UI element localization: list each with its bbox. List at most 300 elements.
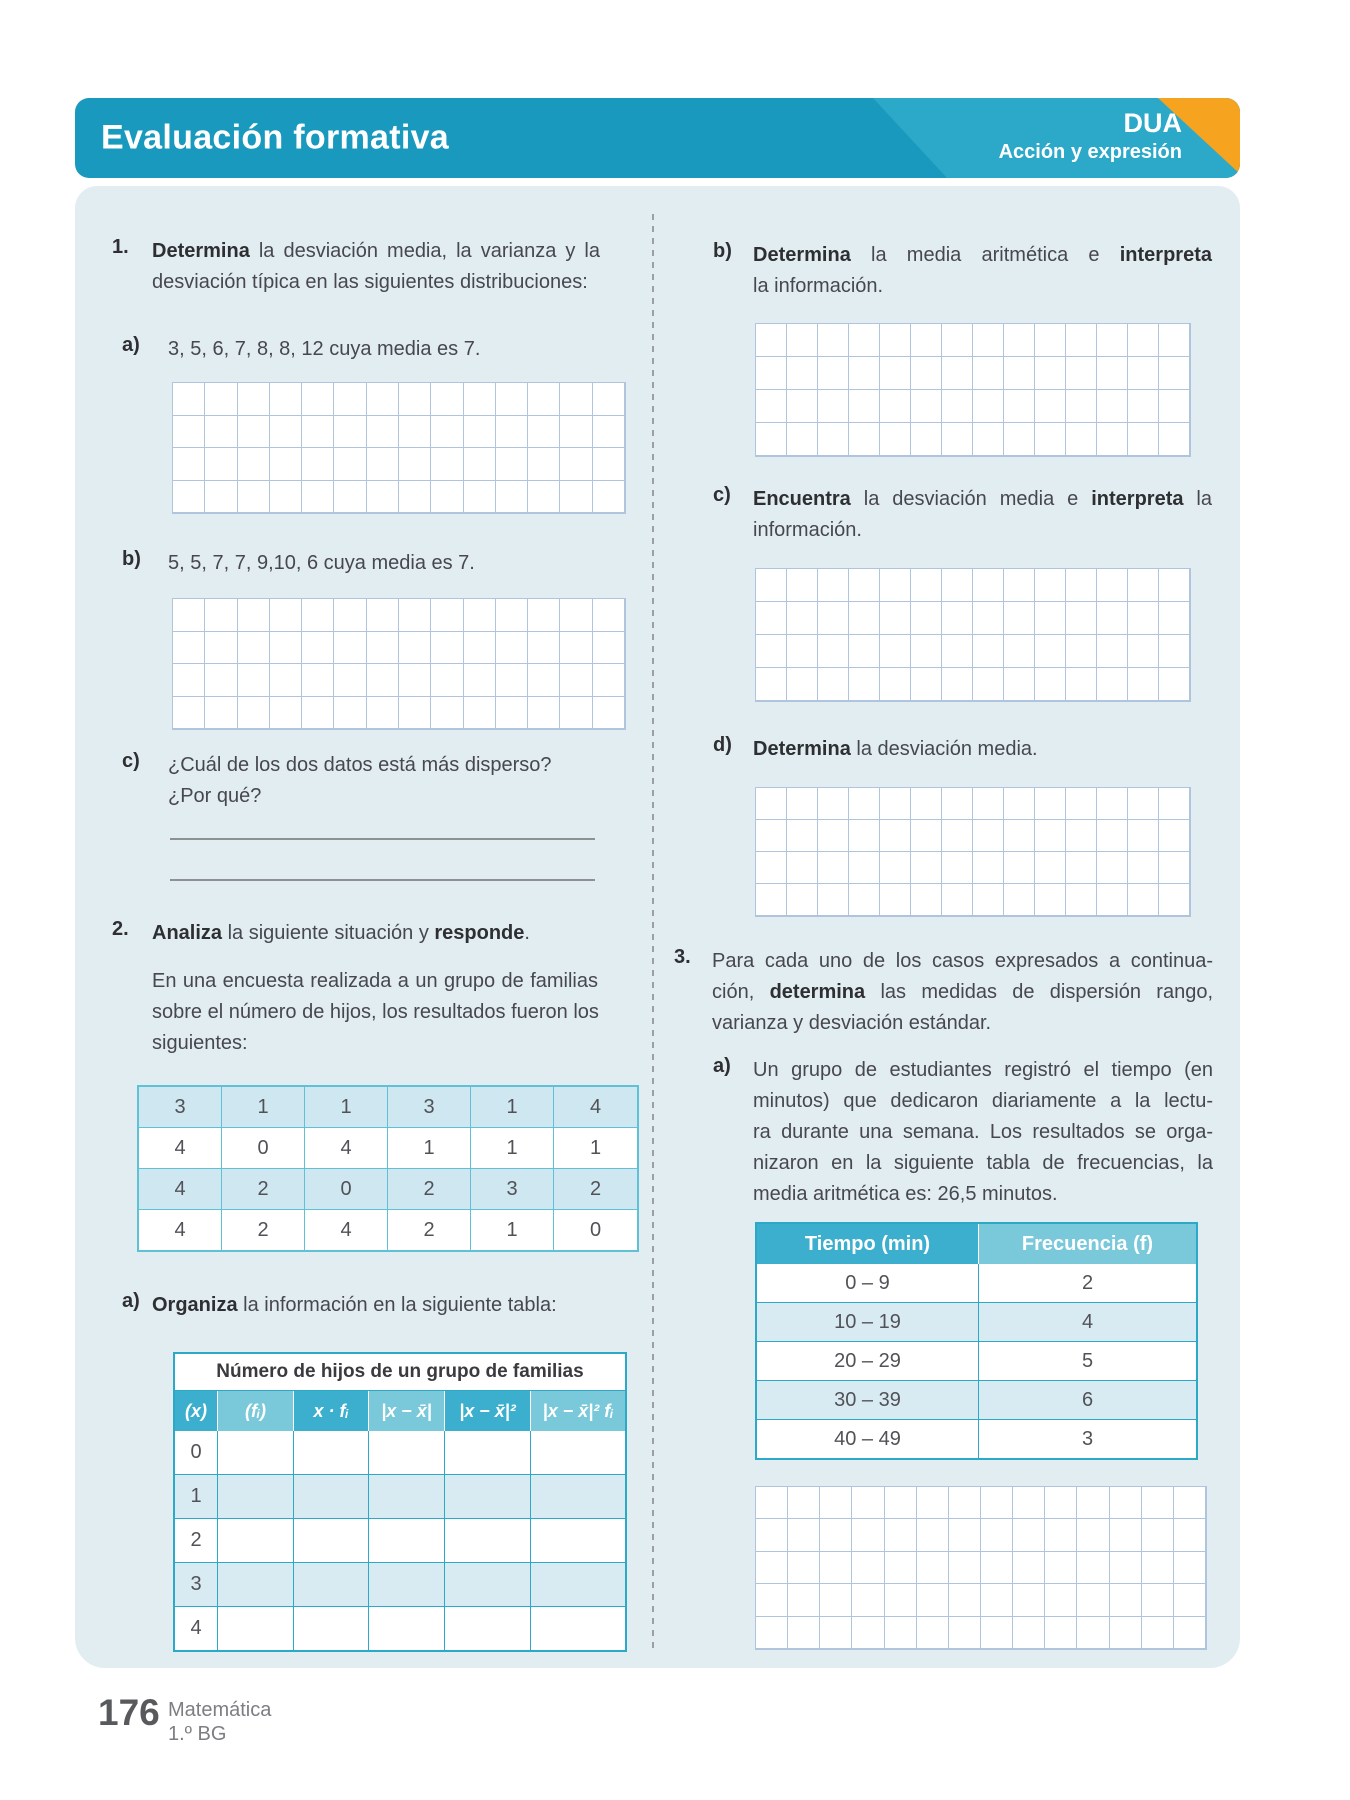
grid-cell bbox=[917, 1487, 949, 1519]
grid-cell bbox=[1097, 423, 1128, 456]
grid-cell bbox=[367, 599, 399, 632]
grid-cell bbox=[788, 1552, 820, 1584]
column-header: |x − x̄| bbox=[369, 1391, 445, 1431]
table-cell: 1 bbox=[589, 1136, 602, 1159]
grid-cell bbox=[820, 1519, 852, 1551]
grid-cell bbox=[1110, 1487, 1142, 1519]
grid-cell bbox=[334, 664, 366, 697]
grid-cell bbox=[885, 1552, 917, 1584]
grid-cell bbox=[1128, 602, 1159, 635]
grid-cell bbox=[1004, 569, 1035, 602]
grid-cell bbox=[880, 602, 911, 635]
grid-cell bbox=[1045, 1487, 1077, 1519]
question-2-heading: Analiza la siguiente situación y responde. bbox=[152, 922, 530, 944]
table-row bbox=[139, 1087, 637, 1128]
table-cell bbox=[445, 1475, 531, 1518]
table-cell bbox=[445, 1607, 531, 1650]
grid-cell bbox=[1035, 390, 1066, 423]
grid-cell bbox=[849, 788, 880, 820]
grid-cell bbox=[917, 1617, 949, 1649]
grid-cell bbox=[1035, 884, 1066, 916]
grid-cell bbox=[849, 390, 880, 423]
grid-cell bbox=[1013, 1552, 1045, 1584]
grid-cell bbox=[942, 602, 973, 635]
table-cell bbox=[218, 1475, 294, 1518]
table-cell bbox=[531, 1563, 625, 1606]
table-row bbox=[175, 1475, 625, 1519]
table-cell: 2 bbox=[222, 1210, 305, 1250]
grid-cell bbox=[880, 357, 911, 390]
grid-cell bbox=[431, 448, 463, 481]
grid-cell bbox=[911, 423, 942, 456]
page-number: 176 bbox=[98, 1692, 160, 1733]
table-row bbox=[757, 1420, 1196, 1458]
text-line: varianza y desviación estándar. bbox=[712, 1012, 992, 1034]
text-line: la información. bbox=[753, 275, 884, 297]
grid-cell bbox=[1035, 820, 1066, 852]
table-cell bbox=[294, 1431, 369, 1474]
grid-cell bbox=[1045, 1519, 1077, 1551]
grid-cell bbox=[818, 635, 849, 668]
item-2a-label: a) bbox=[122, 1290, 140, 1312]
page-title: Evaluación formativa bbox=[101, 118, 450, 157]
item-1a-label: a) bbox=[122, 334, 140, 356]
item-1c-text bbox=[168, 750, 552, 812]
grid-cell bbox=[1097, 668, 1128, 701]
grid-cell bbox=[1004, 390, 1035, 423]
grid-cell bbox=[528, 383, 560, 416]
grid-cell bbox=[820, 1584, 852, 1616]
table-cell: 30 – 39 bbox=[757, 1381, 979, 1419]
grid-cell bbox=[911, 569, 942, 602]
grid-cell bbox=[270, 383, 302, 416]
grid-cell bbox=[981, 1487, 1013, 1519]
text-line: Determina la desviación media, la varianza y la bbox=[152, 240, 600, 262]
table-cell bbox=[294, 1475, 369, 1518]
grid-cell bbox=[367, 697, 399, 730]
grid-cell bbox=[1077, 1584, 1109, 1616]
grid-cell bbox=[464, 383, 496, 416]
table-cell bbox=[445, 1431, 531, 1474]
grid-cell bbox=[788, 1617, 820, 1649]
grid-cell bbox=[496, 383, 528, 416]
grid-cell bbox=[787, 820, 818, 852]
text-line: Encuentra la desviación media e interpreta la bbox=[753, 488, 1213, 510]
table-cell: 0 – 9 bbox=[757, 1264, 979, 1302]
grid-cell bbox=[756, 668, 787, 701]
grid-cell bbox=[917, 1584, 949, 1616]
grid-cell bbox=[238, 481, 270, 514]
grid-cell bbox=[756, 357, 787, 390]
grid-cell bbox=[593, 481, 625, 514]
table-cell: 1 bbox=[388, 1128, 471, 1168]
question-1-number: 1. bbox=[112, 236, 129, 258]
footer-subject-name: Matemática bbox=[168, 1699, 272, 1721]
grid-cell bbox=[399, 664, 431, 697]
grid-cell bbox=[849, 602, 880, 635]
grid-cell bbox=[1128, 635, 1159, 668]
grid-cell bbox=[973, 569, 1004, 602]
grid-cell bbox=[464, 599, 496, 632]
grid-cell bbox=[1159, 423, 1190, 456]
table-row bbox=[175, 1563, 625, 1607]
grid-cell bbox=[1128, 390, 1159, 423]
answer-line bbox=[170, 879, 595, 881]
grid-cell bbox=[1004, 852, 1035, 884]
grid-cell bbox=[756, 1552, 788, 1584]
table-cell bbox=[445, 1519, 531, 1562]
grid-cell bbox=[496, 481, 528, 514]
grid-cell bbox=[464, 416, 496, 449]
grid-cell bbox=[1110, 1552, 1142, 1584]
grid-cell bbox=[973, 788, 1004, 820]
grid-cell bbox=[911, 668, 942, 701]
grid-cell bbox=[1035, 668, 1066, 701]
grid-cell bbox=[528, 632, 560, 665]
grid-cell bbox=[302, 383, 334, 416]
table-cell bbox=[445, 1563, 531, 1606]
table-cell: 2 bbox=[388, 1210, 471, 1250]
grid-cell bbox=[367, 481, 399, 514]
grid-cell bbox=[270, 632, 302, 665]
table-cell: 3 bbox=[471, 1169, 554, 1209]
grid-cell bbox=[911, 324, 942, 357]
answer-grid-c bbox=[755, 568, 1191, 702]
column-divider bbox=[652, 214, 654, 1654]
item-3a-label: a) bbox=[713, 1055, 731, 1077]
grid-cell bbox=[1159, 602, 1190, 635]
table-row bbox=[139, 1169, 637, 1210]
table-cell bbox=[531, 1519, 625, 1562]
grid-cell bbox=[173, 599, 205, 632]
grid-cell bbox=[973, 357, 1004, 390]
grid-cell bbox=[399, 697, 431, 730]
grid-cell bbox=[1142, 1552, 1174, 1584]
grid-cell bbox=[942, 390, 973, 423]
grid-cell bbox=[593, 664, 625, 697]
table-cell: 4 bbox=[589, 1095, 602, 1118]
grid-cell bbox=[334, 599, 366, 632]
grid-cell bbox=[560, 383, 592, 416]
table-cell: 4 bbox=[139, 1128, 222, 1168]
column-header: (fᵢ) bbox=[218, 1391, 294, 1431]
grid-cell bbox=[911, 635, 942, 668]
grid-cell bbox=[173, 448, 205, 481]
grid-cell bbox=[302, 664, 334, 697]
grid-cell bbox=[756, 852, 787, 884]
grid-cell bbox=[756, 788, 787, 820]
grid-cell bbox=[238, 697, 270, 730]
grid-cell bbox=[238, 664, 270, 697]
grid-cell bbox=[917, 1552, 949, 1584]
grid-cell bbox=[205, 599, 237, 632]
grid-cell bbox=[496, 599, 528, 632]
table-cell: 6 bbox=[1081, 1388, 1094, 1411]
grid-cell bbox=[852, 1519, 884, 1551]
grid-cell bbox=[270, 416, 302, 449]
table-cell bbox=[294, 1607, 369, 1650]
table-cell: 4 bbox=[139, 1210, 222, 1250]
grid-cell bbox=[1066, 423, 1097, 456]
header-banner bbox=[75, 98, 1240, 178]
grid-cell bbox=[1066, 390, 1097, 423]
grid-cell bbox=[1066, 324, 1097, 357]
grid-cell bbox=[560, 632, 592, 665]
grid-cell bbox=[756, 1584, 788, 1616]
grid-cell bbox=[1035, 357, 1066, 390]
grid-cell bbox=[1045, 1552, 1077, 1584]
grid-cell bbox=[787, 569, 818, 602]
grid-cell bbox=[949, 1519, 981, 1551]
item-1c-label: c) bbox=[122, 750, 140, 772]
grid-cell bbox=[593, 632, 625, 665]
item-b-text bbox=[753, 240, 1212, 302]
grid-cell bbox=[334, 448, 366, 481]
grid-cell bbox=[205, 664, 237, 697]
grid-cell bbox=[1174, 1552, 1206, 1584]
grid-cell bbox=[1128, 668, 1159, 701]
grid-cell bbox=[973, 602, 1004, 635]
table-cell: 2 bbox=[175, 1519, 218, 1562]
answer-line bbox=[170, 838, 595, 840]
table-row bbox=[757, 1264, 1196, 1303]
grid-cell bbox=[1004, 884, 1035, 916]
table-row bbox=[757, 1381, 1196, 1420]
grid-cell bbox=[367, 416, 399, 449]
item-1b-label: b) bbox=[122, 548, 141, 570]
table-cell bbox=[369, 1519, 445, 1562]
grid-cell bbox=[818, 324, 849, 357]
grid-cell bbox=[1035, 788, 1066, 820]
column-header: Tiempo (min) bbox=[757, 1224, 979, 1264]
grid-cell bbox=[1110, 1584, 1142, 1616]
grid-cell bbox=[173, 632, 205, 665]
grid-cell bbox=[270, 664, 302, 697]
grid-cell bbox=[849, 884, 880, 916]
grid-cell bbox=[852, 1552, 884, 1584]
grid-cell bbox=[885, 1617, 917, 1649]
grid-cell bbox=[399, 632, 431, 665]
grid-cell bbox=[852, 1617, 884, 1649]
grid-cell bbox=[173, 664, 205, 697]
grid-cell bbox=[431, 697, 463, 730]
grid-cell bbox=[173, 383, 205, 416]
grid-cell bbox=[981, 1519, 1013, 1551]
item-3a-text bbox=[753, 1055, 1213, 1210]
grid-cell bbox=[399, 481, 431, 514]
grid-cell bbox=[1004, 635, 1035, 668]
table-cell bbox=[218, 1431, 294, 1474]
text-line: Determina la media aritmética e interpreta bbox=[753, 244, 1212, 266]
table-cell bbox=[294, 1519, 369, 1562]
answer-grid-1b bbox=[172, 598, 626, 730]
grid-cell bbox=[911, 884, 942, 916]
grid-cell bbox=[911, 390, 942, 423]
column-header: Frecuencia (f) bbox=[979, 1224, 1196, 1264]
grid-cell bbox=[1128, 884, 1159, 916]
grid-cell bbox=[880, 820, 911, 852]
grid-cell bbox=[1128, 788, 1159, 820]
grid-cell bbox=[880, 390, 911, 423]
grid-cell bbox=[1097, 569, 1128, 602]
dua-subtitle: Acción y expresión bbox=[998, 141, 1182, 163]
table-cell: 2 bbox=[388, 1169, 471, 1209]
grid-cell bbox=[820, 1617, 852, 1649]
grid-cell bbox=[973, 324, 1004, 357]
table-cell: 2 bbox=[1081, 1271, 1094, 1294]
grid-cell bbox=[302, 599, 334, 632]
grid-cell bbox=[1077, 1617, 1109, 1649]
grid-cell bbox=[496, 664, 528, 697]
grid-cell bbox=[560, 481, 592, 514]
grid-cell bbox=[367, 383, 399, 416]
text-line: ra durante una semana. Los resultados se orga- bbox=[753, 1121, 1213, 1143]
table-cell: 0 bbox=[175, 1431, 218, 1474]
grid-cell bbox=[1013, 1617, 1045, 1649]
grid-cell bbox=[756, 820, 787, 852]
grid-cell bbox=[431, 416, 463, 449]
grid-cell bbox=[528, 481, 560, 514]
grid-cell bbox=[849, 569, 880, 602]
text-line: ción, determina las medidas de dispersión rango, bbox=[712, 981, 1213, 1003]
grid-cell bbox=[818, 852, 849, 884]
table-row bbox=[175, 1431, 625, 1475]
grid-cell bbox=[302, 697, 334, 730]
grid-cell bbox=[528, 664, 560, 697]
item-c-text bbox=[753, 484, 1212, 546]
grid-cell bbox=[464, 481, 496, 514]
table-cell: 2 bbox=[589, 1177, 602, 1200]
grid-cell bbox=[1066, 569, 1097, 602]
question-2-number: 2. bbox=[112, 918, 129, 940]
table-row bbox=[757, 1303, 1196, 1342]
column-header: x · fᵢ bbox=[294, 1391, 369, 1431]
grid-cell bbox=[334, 481, 366, 514]
grid-cell bbox=[849, 668, 880, 701]
grid-cell bbox=[787, 390, 818, 423]
grid-cell bbox=[1013, 1584, 1045, 1616]
grid-cell bbox=[1097, 324, 1128, 357]
grid-cell bbox=[238, 383, 270, 416]
grid-cell bbox=[1128, 324, 1159, 357]
table-cell: 0 bbox=[589, 1218, 602, 1241]
grid-cell bbox=[1004, 820, 1035, 852]
grid-cell bbox=[820, 1552, 852, 1584]
grid-cell bbox=[1066, 357, 1097, 390]
table-cell bbox=[531, 1475, 625, 1518]
grid-cell bbox=[464, 632, 496, 665]
table-cell bbox=[294, 1563, 369, 1606]
table-cell bbox=[531, 1431, 625, 1474]
grid-cell bbox=[1159, 852, 1190, 884]
grid-cell bbox=[787, 788, 818, 820]
question-3-number: 3. bbox=[674, 946, 691, 968]
item-b-label: b) bbox=[713, 240, 732, 262]
hijos-table-title: Número de hijos de un grupo de familias bbox=[175, 1354, 625, 1391]
grid-cell bbox=[1004, 357, 1035, 390]
footer-subject bbox=[168, 1698, 271, 1746]
answer-grid-3a bbox=[755, 1486, 1207, 1650]
table-cell: 4 bbox=[1081, 1310, 1094, 1333]
grid-cell bbox=[464, 664, 496, 697]
grid-cell bbox=[205, 416, 237, 449]
grid-cell bbox=[818, 390, 849, 423]
grid-cell bbox=[981, 1584, 1013, 1616]
grid-cell bbox=[1159, 324, 1190, 357]
grid-cell bbox=[302, 481, 334, 514]
grid-cell bbox=[1004, 788, 1035, 820]
table-cell: 10 – 19 bbox=[757, 1303, 979, 1341]
table-cell: 3 bbox=[139, 1087, 222, 1127]
grid-cell bbox=[399, 383, 431, 416]
grid-cell bbox=[1097, 852, 1128, 884]
table-cell: 3 bbox=[175, 1563, 218, 1606]
grid-cell bbox=[1097, 602, 1128, 635]
grid-cell bbox=[818, 602, 849, 635]
grid-cell bbox=[1066, 820, 1097, 852]
grid-cell bbox=[1159, 884, 1190, 916]
grid-cell bbox=[496, 632, 528, 665]
table-cell: 4 bbox=[305, 1128, 388, 1168]
table-cell: 4 bbox=[139, 1169, 222, 1209]
grid-cell bbox=[880, 852, 911, 884]
grid-cell bbox=[885, 1584, 917, 1616]
table-row bbox=[175, 1607, 625, 1650]
question-1-text bbox=[152, 236, 600, 298]
table-cell: 40 – 49 bbox=[757, 1420, 979, 1458]
grid-cell bbox=[270, 697, 302, 730]
grid-cell bbox=[1128, 357, 1159, 390]
grid-cell bbox=[949, 1552, 981, 1584]
grid-cell bbox=[756, 423, 787, 456]
tiempo-table-body bbox=[757, 1264, 1196, 1458]
text-line: Para cada uno de los casos expresados a continua- bbox=[712, 950, 1213, 972]
table-cell: 0 bbox=[305, 1169, 388, 1209]
grid-cell bbox=[173, 481, 205, 514]
table-cell bbox=[218, 1607, 294, 1650]
grid-cell bbox=[1128, 423, 1159, 456]
grid-cell bbox=[756, 884, 787, 916]
grid-cell bbox=[1159, 788, 1190, 820]
table-cell: 1 bbox=[471, 1210, 554, 1250]
grid-cell bbox=[528, 448, 560, 481]
grid-cell bbox=[880, 324, 911, 357]
item-d-label: d) bbox=[713, 734, 732, 756]
text-line: sobre el número de hijos, los resultados fueron los bbox=[152, 1001, 599, 1023]
grid-cell bbox=[302, 448, 334, 481]
grid-cell bbox=[496, 448, 528, 481]
grid-cell bbox=[852, 1584, 884, 1616]
table-cell bbox=[369, 1563, 445, 1606]
grid-cell bbox=[880, 884, 911, 916]
grid-cell bbox=[787, 324, 818, 357]
table-cell bbox=[218, 1519, 294, 1562]
grid-cell bbox=[1097, 390, 1128, 423]
grid-cell bbox=[238, 632, 270, 665]
grid-cell bbox=[942, 357, 973, 390]
grid-cell bbox=[880, 635, 911, 668]
grid-cell bbox=[949, 1617, 981, 1649]
grid-cell bbox=[1004, 602, 1035, 635]
grid-cell bbox=[238, 599, 270, 632]
grid-cell bbox=[820, 1487, 852, 1519]
text-line: nizaron en la siguiente tabla de frecuencias, la bbox=[753, 1152, 1213, 1174]
grid-cell bbox=[818, 884, 849, 916]
item-2a-text: Organiza la información en la siguiente tabla: bbox=[152, 1294, 557, 1316]
grid-cell bbox=[787, 635, 818, 668]
grid-cell bbox=[1110, 1519, 1142, 1551]
grid-cell bbox=[880, 569, 911, 602]
